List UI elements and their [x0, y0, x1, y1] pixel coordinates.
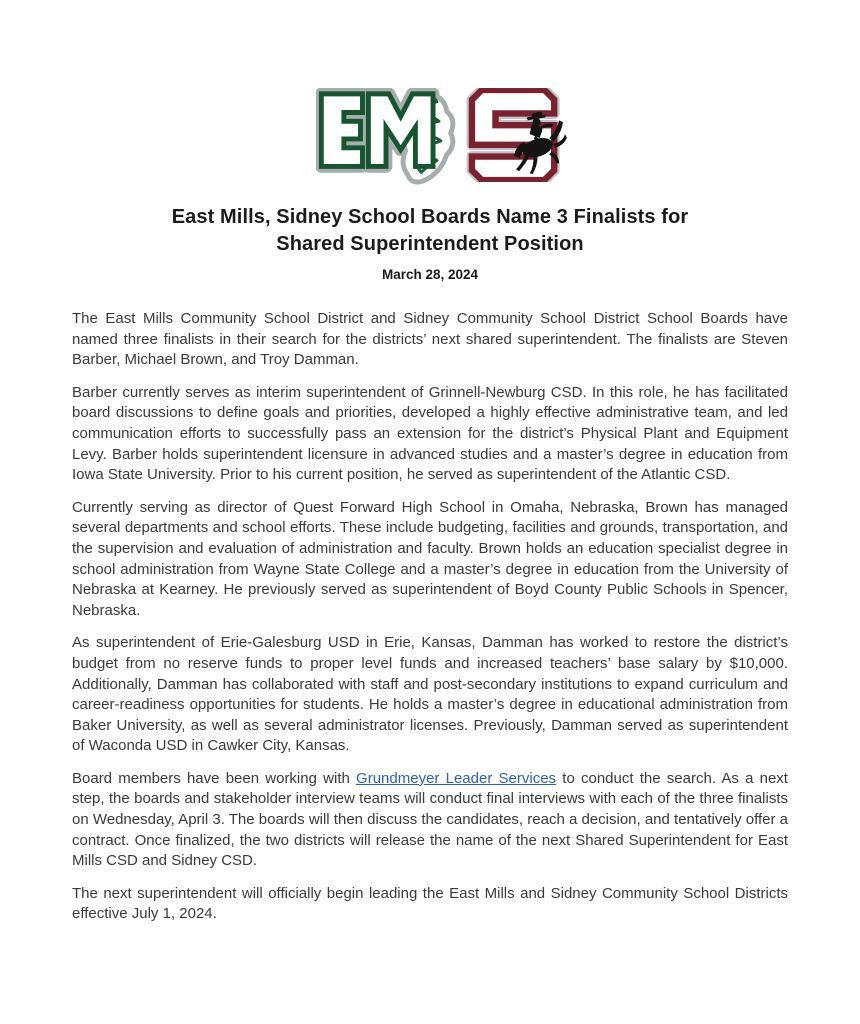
title-line-1: East Mills, Sidney School Boards Name 3 Finalists for — [171, 206, 689, 228]
paragraph-brown: Currently serving as director of Quest Forward High School in Omaha, Nebraska, Brown has managed several departments and school efforts. These include budgeting, facilities and grounds, transportation, and the supervision and evaluation of administration and faculty. Brown holds an education specialist degree in school administration from Wayne State College and a master’s degree in education from the University of Nebraska at Kearney. He previously served as superintendent of Boyd County Public Schools in Spencer, Nebraska. — [72, 498, 788, 619]
grundmeyer-leader-services-link[interactable]: Grundmeyer Leader Services — [356, 769, 557, 787]
logo-row — [96, 88, 788, 186]
paragraph-damman: As superintendent of Erie-Galesburg USD in Erie, Kansas, Damman has worked to restore the district’s budget from no reserve funds to proper level funds and increased teachers’ base salary by $10,000. Additionally, Damman has collaborated with staff and post-secondary institutions to expand curriculum and career-readiness opportunities for students. He holds a master’s degree in educational administration from Baker University, as well as several administrator licenses. Previously, Damman served as superintendent of Waconda USD in Cawker City, Kansas. — [72, 634, 788, 755]
sidney-logo-icon — [465, 88, 569, 182]
date-line: March 28, 2024 — [381, 267, 479, 282]
title-line-2: Shared Superintendent Position — [276, 233, 584, 255]
paragraph-finalists: The East Mills Community School District and Sidney Community School District School Boards have named three finalists in their search for the districts’ next shared superintendent. The finalists are Steven Barber, Michael Brown, and Troy Damman. — [72, 310, 788, 369]
search-process-after-link: to conduct the search. As a next step, the boards and stakeholder interview teams will conduct final interviews with each of the three finalists on Wednesday, April 3. The boards will then discuss the candidates, reach a decision, and tentatively offer a contract. Once finalized, the two districts will release the name of the next Shared Superintendent for East Mills CSD and Sidney CSD. — [72, 769, 788, 870]
page-title — [72, 204, 788, 258]
paragraph-barber: Barber currently serves as interim superintendent of Grinnell-Newburg CSD. In this role, he has facilitated board discussions to define goals and priorities, developed a highly effective administrative team, and led communication efforts to successfully pass an extension for the district’s Physical Plant and Equipment Levy. Barber holds superintendent licensure in advanced studies and a master’s degree in education from Iowa State University. Prior to his current position, he served as superintendent of the Atlantic CSD. — [72, 383, 788, 484]
article-body — [72, 309, 788, 925]
paragraph-search-process — [72, 769, 788, 872]
east-mills-logo-icon — [316, 88, 456, 186]
search-process-before-link: Board members have been working with — [72, 769, 357, 787]
paragraph-start-date: The next superintendent will officially begin leading the East Mills and Sidney Community School Districts effective July 1, 2024. — [72, 884, 788, 923]
